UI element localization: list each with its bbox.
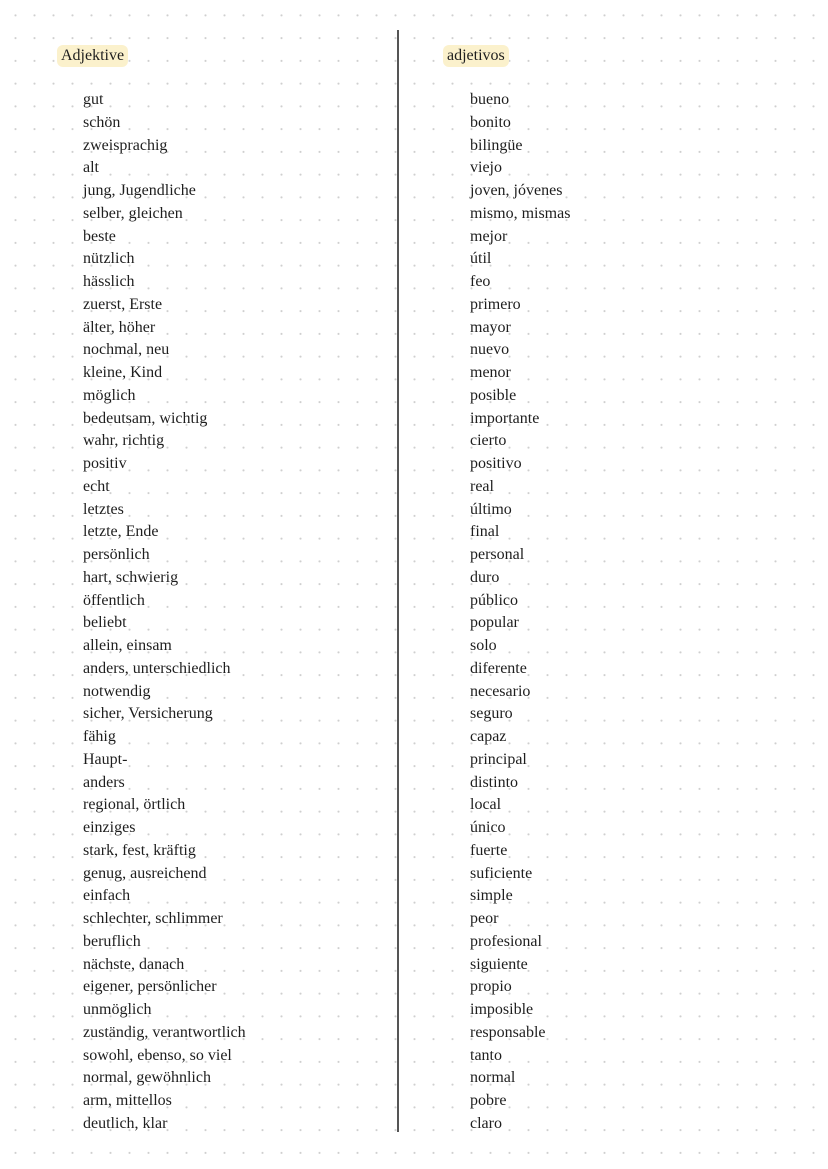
list-item: zuständig, verantwortlich xyxy=(83,1023,246,1041)
list-item: popular xyxy=(470,614,519,632)
list-item: einfach xyxy=(83,887,131,905)
list-item: unmöglich xyxy=(83,1001,152,1018)
list-item: zweisprachig xyxy=(83,136,168,154)
list-item: profesional xyxy=(470,932,542,950)
list-item: einziges xyxy=(83,819,136,836)
list-item: wahr, richtig xyxy=(83,432,165,450)
list-item: simple xyxy=(470,887,513,905)
list-item: feo xyxy=(470,273,491,290)
list-item: anders, unterschiedlich xyxy=(83,659,231,677)
list-item: nochmal, neu xyxy=(83,341,170,359)
list-item: letztes xyxy=(83,500,124,518)
list-item: nuevo xyxy=(470,341,510,359)
list-item: hart, schwierig xyxy=(83,568,179,586)
list-item: beste xyxy=(83,227,116,245)
list-item: siguiente xyxy=(470,955,528,973)
list-item: Haupt- xyxy=(83,750,128,768)
list-item: allein, einsam xyxy=(83,637,172,654)
list-item: peor xyxy=(470,910,499,927)
list-item: capaz xyxy=(470,728,507,745)
list-item: genug, ausreichend xyxy=(83,864,207,882)
list-item: gut xyxy=(83,91,104,108)
list-item: öffentlich xyxy=(83,591,145,609)
list-item: schön xyxy=(83,113,121,131)
list-item: viejo xyxy=(470,159,502,177)
list-item: bonito xyxy=(470,113,511,131)
list-item: bueno xyxy=(470,91,510,108)
list-item: joven, jóvenes xyxy=(470,182,563,199)
list-item: claro xyxy=(470,1114,502,1132)
list-item: cierto xyxy=(470,432,507,450)
list-item: persönlich xyxy=(83,546,150,563)
list-item: distinto xyxy=(470,773,519,791)
list-item: bilingüe xyxy=(470,136,523,154)
column-divider xyxy=(397,30,399,1132)
list-item: posible xyxy=(470,386,517,404)
list-item: letzte, Ende xyxy=(83,523,159,541)
list-item: pobre xyxy=(470,1092,507,1109)
list-item: último xyxy=(470,500,512,518)
list-item: primero xyxy=(470,295,521,313)
list-item: möglich xyxy=(83,386,136,404)
list-item: importante xyxy=(470,409,540,427)
list-item: jung, Jugendliche xyxy=(83,182,196,199)
heading-spanish: adjetivos xyxy=(443,45,509,67)
list-item: menor xyxy=(470,364,511,381)
list-item: deutlich, klar xyxy=(83,1114,168,1132)
list-item: bedeutsam, wichtig xyxy=(83,409,208,427)
list-item: necesario xyxy=(470,682,531,700)
list-item: mejor xyxy=(470,227,508,245)
list-item: responsable xyxy=(470,1023,546,1041)
list-item: zuerst, Erste xyxy=(83,295,163,313)
list-item: suficiente xyxy=(470,864,533,882)
list-item: alt xyxy=(83,159,99,177)
list-item: duro xyxy=(470,568,500,586)
heading-german: Adjektive xyxy=(57,45,128,67)
list-item: fähig xyxy=(83,728,116,745)
german-word-list xyxy=(83,89,246,1136)
list-item: solo xyxy=(470,637,497,654)
list-item: sicher, Versicherung xyxy=(83,705,213,723)
list-item: mayor xyxy=(470,318,511,336)
list-item: beliebt xyxy=(83,614,127,632)
list-item: público xyxy=(470,591,518,609)
list-item: nächste, danach xyxy=(83,955,185,973)
list-item: regional, örtlich xyxy=(83,796,186,814)
list-item: propio xyxy=(470,978,512,996)
list-item: personal xyxy=(470,546,525,563)
list-item: anders xyxy=(83,773,125,791)
list-item: beruflich xyxy=(83,932,141,950)
list-item: diferente xyxy=(470,659,527,677)
list-item: mismo, mismas xyxy=(470,204,571,222)
spanish-word-list xyxy=(470,89,570,1136)
list-item: sowohl, ebenso, so viel xyxy=(83,1046,232,1064)
list-item: principal xyxy=(470,750,527,768)
list-item: eigener, persönlicher xyxy=(83,978,217,996)
list-item: normal xyxy=(470,1069,516,1087)
list-item: útil xyxy=(470,250,492,268)
list-item: selber, gleichen xyxy=(83,204,183,222)
list-item: arm, mittellos xyxy=(83,1092,172,1109)
list-item: kleine, Kind xyxy=(83,364,163,381)
list-item: schlechter, schlimmer xyxy=(83,910,223,927)
list-item: notwendig xyxy=(83,682,151,700)
list-item: hässlich xyxy=(83,273,135,290)
list-item: seguro xyxy=(470,705,513,723)
list-item: imposible xyxy=(470,1001,534,1018)
list-item: positiv xyxy=(83,455,127,472)
list-item: local xyxy=(470,796,502,814)
list-item: único xyxy=(470,819,506,836)
list-item: normal, gewöhnlich xyxy=(83,1069,211,1087)
list-item: final xyxy=(470,523,500,541)
list-item: real xyxy=(470,477,494,495)
list-item: tanto xyxy=(470,1046,502,1064)
list-item: älter, höher xyxy=(83,318,156,336)
list-item: stark, fest, kräftig xyxy=(83,841,196,859)
list-item: positivo xyxy=(470,455,522,472)
list-item: echt xyxy=(83,477,110,495)
list-item: fuerte xyxy=(470,841,508,859)
list-item: nützlich xyxy=(83,250,135,268)
